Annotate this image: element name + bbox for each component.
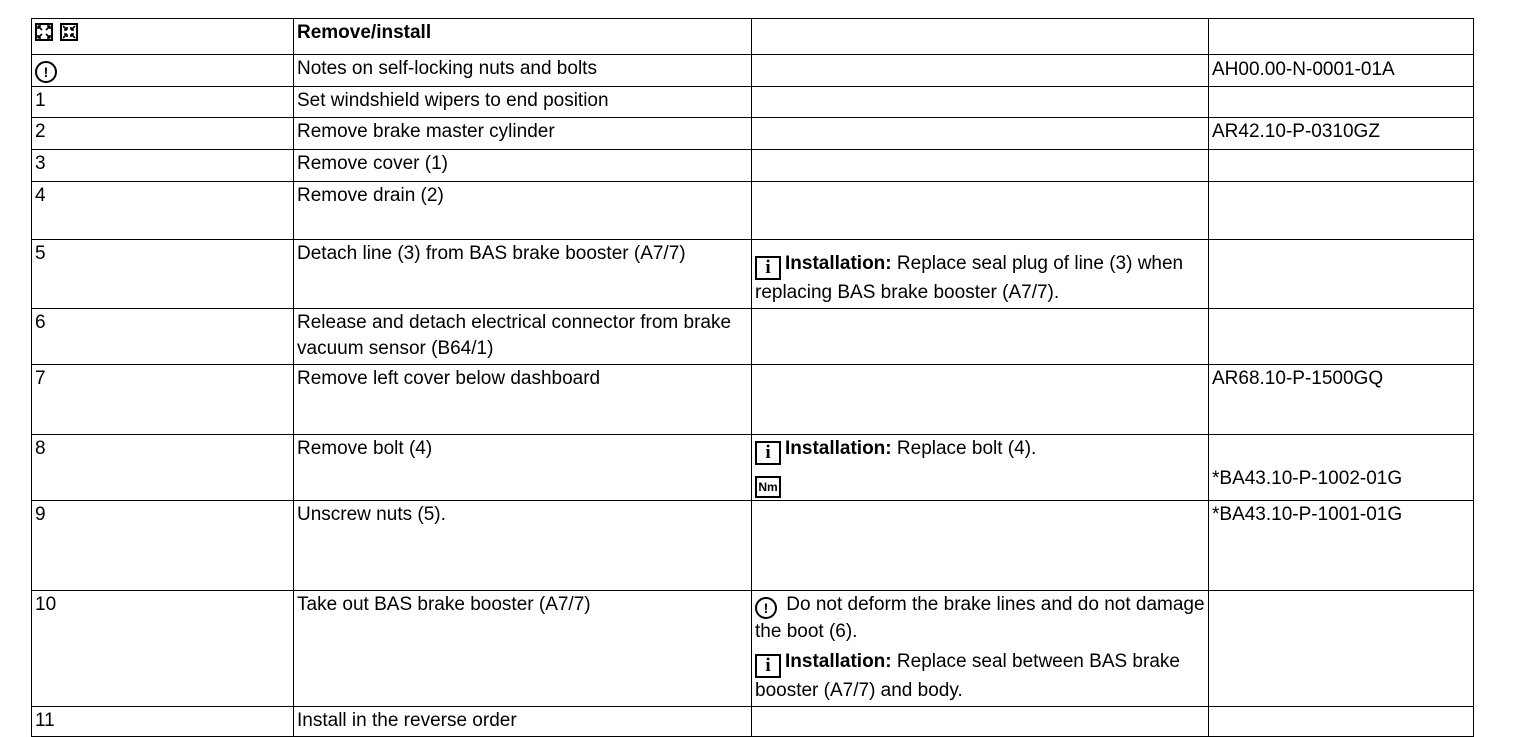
step-number-cell [32, 435, 294, 501]
step-number: 9 [35, 504, 46, 525]
step-text: Set windshield wipers to end position [294, 87, 752, 118]
step-number-cell [32, 87, 294, 118]
step-text: Notes on self-locking nuts and bolts [294, 55, 752, 87]
reference-link[interactable]: *BA43.10-P-1001-01G [1209, 501, 1474, 591]
step-text: Remove left cover below dashboard [294, 365, 752, 435]
step-row [32, 240, 1474, 309]
step-number-cell [32, 501, 294, 591]
collapse-icon[interactable] [60, 23, 78, 41]
step-number-cell [32, 150, 294, 182]
note [755, 649, 1205, 704]
step-number: 2 [35, 121, 46, 142]
step-row [32, 591, 1474, 707]
step-notes-cell [752, 55, 1209, 87]
step-row [32, 501, 1474, 591]
note-text: Replace seal plug of line (3) when replacing BAS brake booster (A7/7). [755, 253, 1184, 303]
header-notes-cell [752, 19, 1209, 55]
reference-link[interactable]: AH00.00-N-0001-01A [1209, 55, 1474, 87]
step-notes-cell [752, 707, 1209, 737]
step-row [32, 55, 1474, 87]
info-icon: i [755, 441, 781, 465]
note [755, 469, 1205, 498]
step-text: Remove bolt (4) [294, 435, 752, 501]
note [755, 436, 1205, 465]
step-number: 5 [35, 243, 46, 264]
step-notes-cell [752, 150, 1209, 182]
step-number-cell [32, 55, 294, 87]
warning-circle-icon: ! [35, 61, 57, 83]
step-text: Detach line (3) from BAS brake booster (A7/7) [294, 240, 752, 309]
step-text: Unscrew nuts (5). [294, 501, 752, 591]
step-number-cell [32, 240, 294, 309]
note [755, 241, 1205, 306]
header-row [32, 19, 1474, 55]
step-notes-cell [752, 365, 1209, 435]
step-text: Install in the reverse order [294, 707, 752, 737]
header-ref-cell [1209, 19, 1474, 55]
step-text: Remove drain (2) [294, 182, 752, 240]
step-row [32, 707, 1474, 737]
step-row [32, 87, 1474, 118]
reference-link [1209, 240, 1474, 309]
note-label: Installation: [785, 438, 892, 459]
step-row [32, 365, 1474, 435]
step-text: Remove brake master cylinder [294, 118, 752, 150]
step-number-cell [32, 182, 294, 240]
expand-icon[interactable] [35, 23, 53, 41]
step-notes-cell [752, 118, 1209, 150]
note-text: Do not deform the brake lines and do not damage the boot (6). [755, 594, 1205, 642]
step-row [32, 150, 1474, 182]
step-number: 8 [35, 438, 46, 459]
step-notes-cell [752, 591, 1209, 707]
section-title: Remove/install [294, 19, 752, 55]
reference-link [1209, 309, 1474, 365]
step-notes-cell [752, 182, 1209, 240]
step-text: Remove cover (1) [294, 150, 752, 182]
reference-link [1209, 182, 1474, 240]
torque-nm-icon[interactable]: Nm [755, 476, 781, 498]
step-number: 6 [35, 312, 46, 333]
step-notes-cell [752, 435, 1209, 501]
reference-link[interactable]: *BA43.10-P-1002-01G [1209, 435, 1474, 501]
step-notes-cell [752, 240, 1209, 309]
step-number: 1 [35, 90, 46, 111]
step-row [32, 435, 1474, 501]
reference-link [1209, 87, 1474, 118]
reference-link [1209, 591, 1474, 707]
step-row [32, 118, 1474, 150]
step-row [32, 182, 1474, 240]
step-number: 11 [35, 710, 55, 731]
step-number: 4 [35, 185, 46, 206]
step-notes-cell [752, 309, 1209, 365]
step-number-cell [32, 365, 294, 435]
note-label: Installation: [785, 651, 892, 672]
reference-link[interactable]: AR42.10-P-0310GZ [1209, 118, 1474, 150]
note-text: Replace seal between BAS brake booster (A7/7) and body. [755, 651, 1180, 701]
step-number: 10 [35, 594, 57, 615]
note [755, 592, 1205, 645]
step-row [32, 309, 1474, 365]
info-icon: i [755, 654, 781, 678]
note-label: Installation: [785, 253, 892, 274]
step-number: 7 [35, 368, 46, 389]
step-number-cell [32, 591, 294, 707]
warning-circle-icon: ! [755, 597, 777, 619]
step-notes-cell [752, 501, 1209, 591]
header-icons-cell [32, 19, 294, 55]
step-number-cell [32, 118, 294, 150]
reference-link [1209, 707, 1474, 737]
reference-link [1209, 150, 1474, 182]
step-number-cell [32, 707, 294, 737]
step-text: Release and detach electrical connector from brake vacuum sensor (B64/1) [294, 309, 752, 365]
step-number: 3 [35, 153, 46, 174]
info-icon: i [755, 256, 781, 280]
procedure-table [31, 18, 1474, 737]
step-text: Take out BAS brake booster (A7/7) [294, 591, 752, 707]
step-notes-cell [752, 87, 1209, 118]
reference-link[interactable]: AR68.10-P-1500GQ [1209, 365, 1474, 435]
step-number-cell [32, 309, 294, 365]
note-text: Replace bolt (4). [891, 438, 1037, 459]
